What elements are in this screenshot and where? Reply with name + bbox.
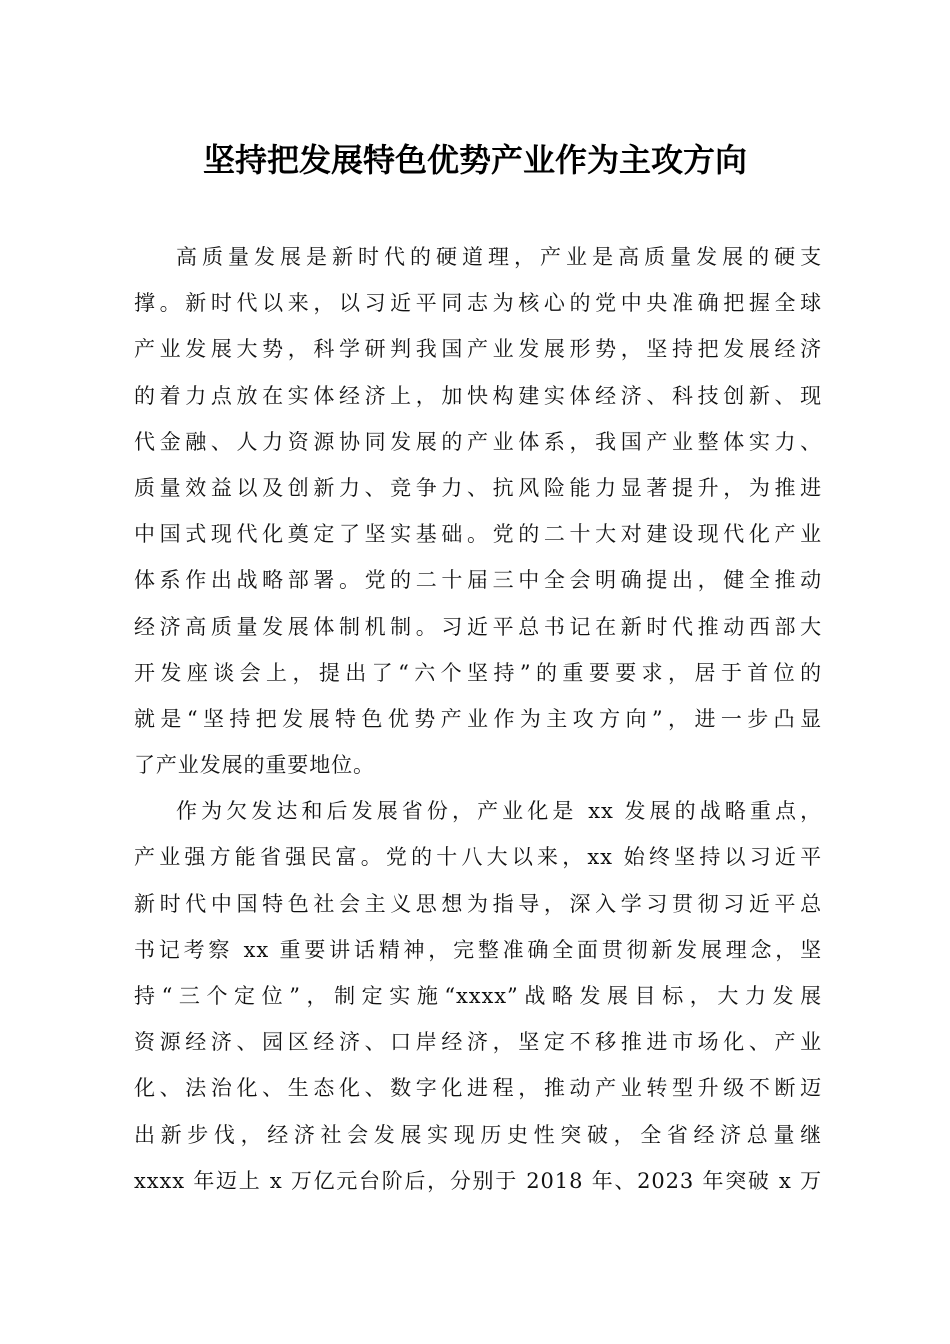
paragraph-line: 体系作出战略部署。党的二十届三中全会明确提出，健全推动 xyxy=(134,568,822,593)
paragraph-line: 新时代中国特色社会主义思想为指导，深入学习贯彻习近平总 xyxy=(134,891,822,916)
paragraph-line: 化、法治化、生态化、数字化进程，推动产业转型升级不断迈 xyxy=(134,1076,822,1101)
paragraph-line: 持“三个定位”，制定实施“xxxx”战略发展目标，大力发展 xyxy=(134,984,822,1008)
paragraph-line: 产业发展大势，科学研判我国产业发展形势，坚持把发展经济 xyxy=(134,337,822,362)
paragraph-line: 书记考察 xx 重要讲话精神，完整准确全面贯彻新发展理念，坚 xyxy=(134,937,822,962)
paragraph-line: 撑。新时代以来，以习近平同志为核心的党中央准确把握全球 xyxy=(134,291,822,316)
paragraph-line: 开发座谈会上，提出了“六个坚持”的重要要求，居于首位的 xyxy=(134,660,822,685)
paragraph-line: 作为欠发达和后发展省份，产业化是 xx 发展的战略重点， xyxy=(176,799,822,824)
paragraph-1 xyxy=(134,234,822,788)
paragraph-line: 高质量发展是新时代的硬道理，产业是高质量发展的硬支 xyxy=(176,245,822,269)
paragraph-line: 产业强方能省强民富。党的十八大以来，xx 始终坚持以习近平 xyxy=(134,845,822,870)
paragraph-line: 出新步伐，经济社会发展实现历史性突破，全省经济总量继 xyxy=(134,1122,822,1147)
paragraph-line: 资源经济、园区经济、口岸经济，坚定不移推进市场化、产业 xyxy=(134,1030,822,1055)
document-title: 坚持把发展特色优势产业作为主攻方向 xyxy=(202,141,747,179)
paragraph-line: 就是“坚持把发展特色优势产业作为主攻方向”，进一步凸显 xyxy=(134,706,822,731)
paragraph-line: 中国式现代化奠定了坚实基础。党的二十大对建设现代化产业 xyxy=(134,522,822,547)
paragraph-line: xxxx 年迈上 x 万亿元台阶后，分别于 2018 年、2023 年突破 x 万 xyxy=(134,1168,822,1193)
paragraph-2 xyxy=(134,788,822,1204)
document-body xyxy=(134,234,822,1204)
paragraph-line: 经济高质量发展体制机制。习近平总书记在新时代推动西部大 xyxy=(134,614,822,639)
paragraph-line: 了产业发展的重要地位。 xyxy=(134,753,375,778)
paragraph-line: 质量效益以及创新力、竞争力、抗风险能力显著提升，为推进 xyxy=(134,475,822,500)
paragraph-line: 的着力点放在实体经济上，加快构建实体经济、科技创新、现 xyxy=(134,383,822,408)
paragraph-line: 代金融、人力资源协同发展的产业体系，我国产业整体实力、 xyxy=(134,429,822,454)
